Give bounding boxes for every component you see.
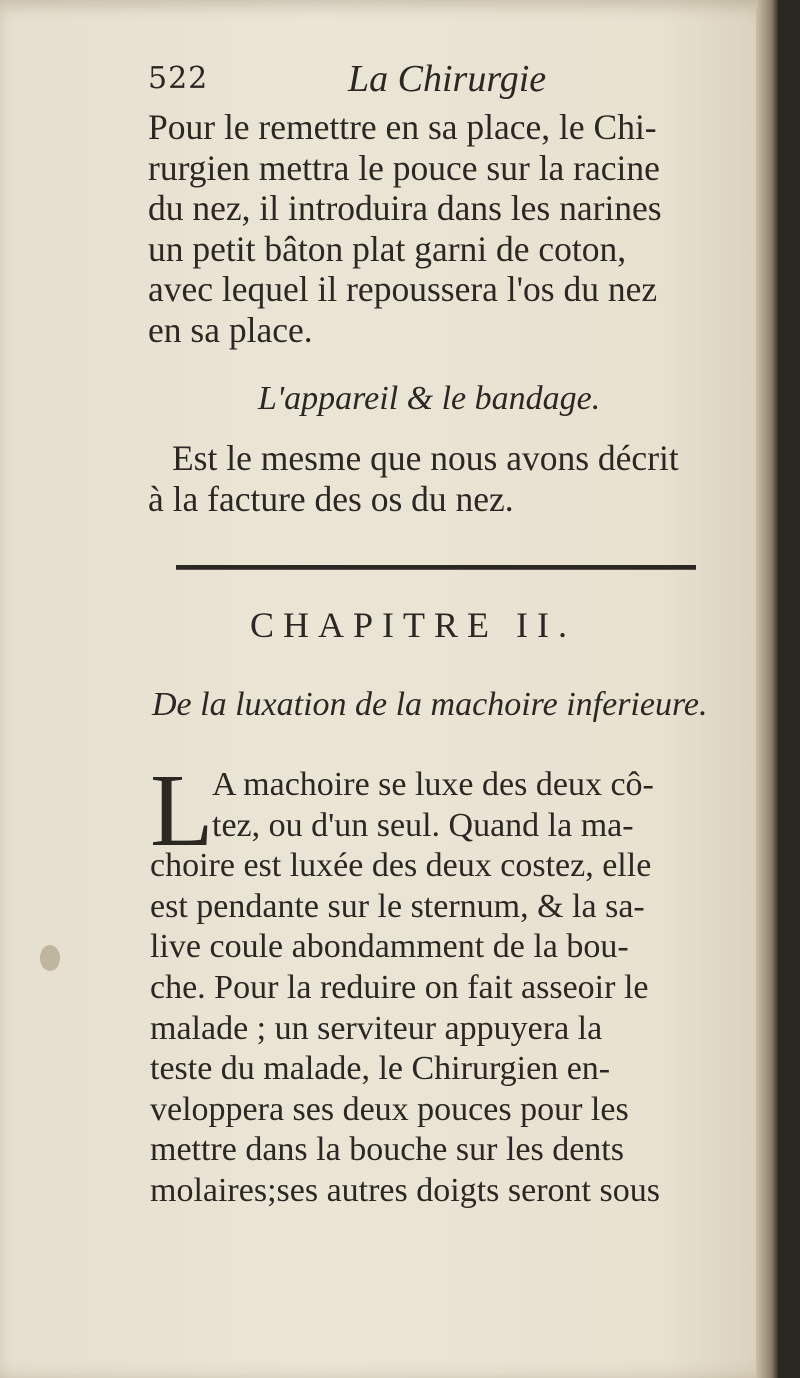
- section-subheading: L'appareil & le bandage.: [258, 380, 601, 417]
- text-line: rurgien mettra le pouce sur la racine: [148, 147, 660, 188]
- text-line: un petit bâton plat garni de coton,: [148, 228, 627, 269]
- paragraph-1: [148, 107, 736, 350]
- text-line: molaires;ses autres doigts seront sous: [150, 1171, 660, 1209]
- text-line: A machoire se luxe des deux cô-: [212, 766, 654, 803]
- text-line: en sa place.: [148, 309, 313, 350]
- text-line: veloppera ses deux pouces pour les: [150, 1090, 629, 1128]
- text-line: mettre dans la bouche sur les dents: [150, 1131, 624, 1169]
- text-line: live coule abondamment de la bou-: [150, 928, 629, 966]
- text-line: Pour le remettre en sa place, le Chi-: [148, 107, 657, 147]
- paragraph-3: [150, 753, 734, 1212]
- text-line: choire est luxée des deux costez, elle: [150, 847, 652, 885]
- page-number: 522: [148, 61, 209, 96]
- text-line: malade ; un serviteur appuyera la: [150, 1009, 603, 1047]
- text-line: à la facture des os du nez.: [148, 478, 514, 519]
- text-line: teste du malade, le Chirurgien en-: [150, 1050, 611, 1088]
- running-header: [148, 55, 736, 103]
- text-block: [148, 55, 736, 519]
- running-title: La Chirurgie: [348, 58, 547, 100]
- page-edge: [756, 0, 778, 1378]
- text-line: Est le mesme que nous avons décrit: [172, 438, 679, 478]
- text-line: est pendante sur le sternum, & la sa-: [150, 887, 645, 925]
- text-line: du nez, il introduira dans les narines: [148, 188, 662, 228]
- section-rule: [176, 565, 696, 570]
- paper-stain: [40, 945, 60, 971]
- text-line: avec lequel il repoussera l'os du nez: [148, 269, 658, 309]
- text-line: che. Pour la reduire on fait asseoir le: [150, 968, 649, 1006]
- paragraph-2: [148, 438, 736, 519]
- chapter-title: CHAPITRE II.: [250, 605, 576, 645]
- drop-cap: L: [150, 753, 214, 868]
- text-line: tez, ou d'un seul. Quand la ma-: [212, 806, 634, 844]
- chapter-subtitle: De la luxation de la machoire inferieure.: [152, 686, 708, 723]
